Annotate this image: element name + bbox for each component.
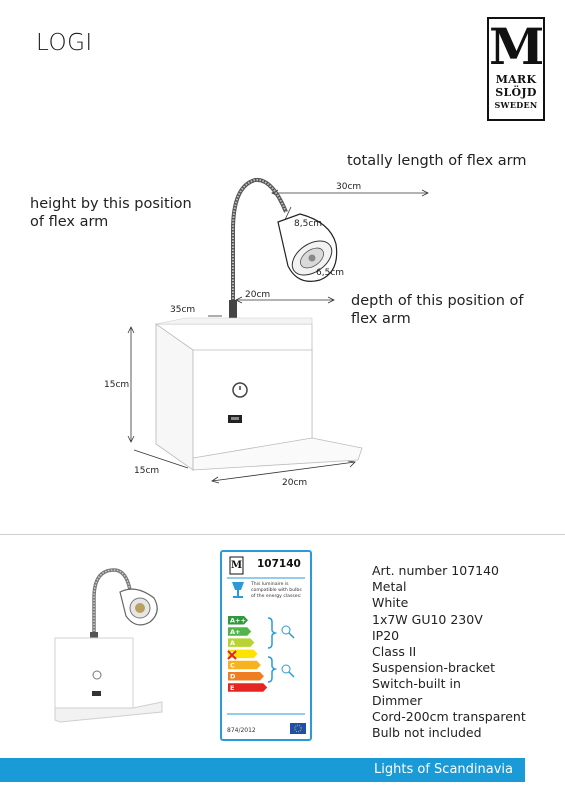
energy-label-graphic — [222, 552, 310, 739]
height-note-line-2: of flex arm — [30, 214, 109, 230]
dim-head-height: 8,5cm — [294, 219, 323, 229]
arm-base — [229, 300, 237, 318]
height-note-line-1: height by this position — [30, 196, 192, 212]
spec-item: 1x7W GU10 230V — [372, 611, 483, 627]
dim-box-depth: 15cm — [134, 466, 160, 476]
spec-item: Class II — [372, 644, 417, 660]
dim-arm-depth: 20cm — [245, 290, 271, 300]
depth-note-line-2: flex arm — [351, 311, 411, 327]
spec-item: Cord-200cm transparent — [372, 708, 526, 724]
label-compat-text — [251, 582, 302, 599]
dim-head-diameter: 6,5cm — [316, 268, 345, 278]
compat-line-2: compatible with bulbs — [251, 587, 302, 593]
footer-text: Lights of Scandinavia — [374, 762, 513, 777]
dim-box-width: 20cm — [282, 478, 308, 488]
energy-class-label: A — [230, 639, 236, 648]
spec-item: Bulb not included — [372, 725, 482, 741]
energy-class-label: A++ — [230, 616, 246, 625]
section-divider — [0, 534, 565, 535]
compat-line-3: of the energy classes: — [251, 593, 302, 599]
dim-box-height: 15cm — [104, 380, 130, 390]
height-note — [30, 195, 192, 231]
logo-line-3: SWEDEN — [494, 100, 538, 110]
spec-item: Art. number 107140 — [372, 563, 500, 578]
depth-note-line-1: depth of this position of — [351, 293, 524, 309]
spec-list — [372, 563, 526, 741]
box-side — [156, 324, 193, 470]
footer-bar — [0, 758, 525, 782]
dim-arm-length: 30cm — [336, 182, 362, 192]
spec-item: Dimmer — [372, 692, 423, 708]
label-regulation: 874/2012 — [227, 727, 256, 734]
spec-item: Metal — [372, 579, 407, 595]
spec-item: Suspension-bracket — [372, 660, 495, 676]
energy-label — [220, 550, 312, 741]
logo-line-2: SLÖJD — [495, 86, 537, 99]
energy-class-label: A+ — [230, 627, 241, 636]
arm-length-note: totally length of flex arm — [347, 153, 527, 169]
spec-item: White — [372, 595, 409, 611]
svg-text:M: M — [230, 560, 243, 571]
spec-item: IP20 — [372, 627, 400, 643]
spec-item: Switch-built in — [372, 676, 461, 692]
energy-class-label: C — [230, 661, 235, 670]
depth-note — [351, 292, 524, 328]
energy-class-label: D — [230, 672, 236, 681]
logo-letter: M — [489, 17, 545, 76]
energy-class-label: E — [230, 683, 235, 692]
dim-total-height: 35cm — [170, 305, 196, 315]
product-photo — [52, 560, 172, 730]
label-article-number: 107140 — [257, 558, 301, 570]
product-title: LOGI — [36, 30, 93, 56]
compat-line-1: This luminaire is — [251, 582, 289, 587]
logo-line-1: MARK — [495, 73, 537, 86]
